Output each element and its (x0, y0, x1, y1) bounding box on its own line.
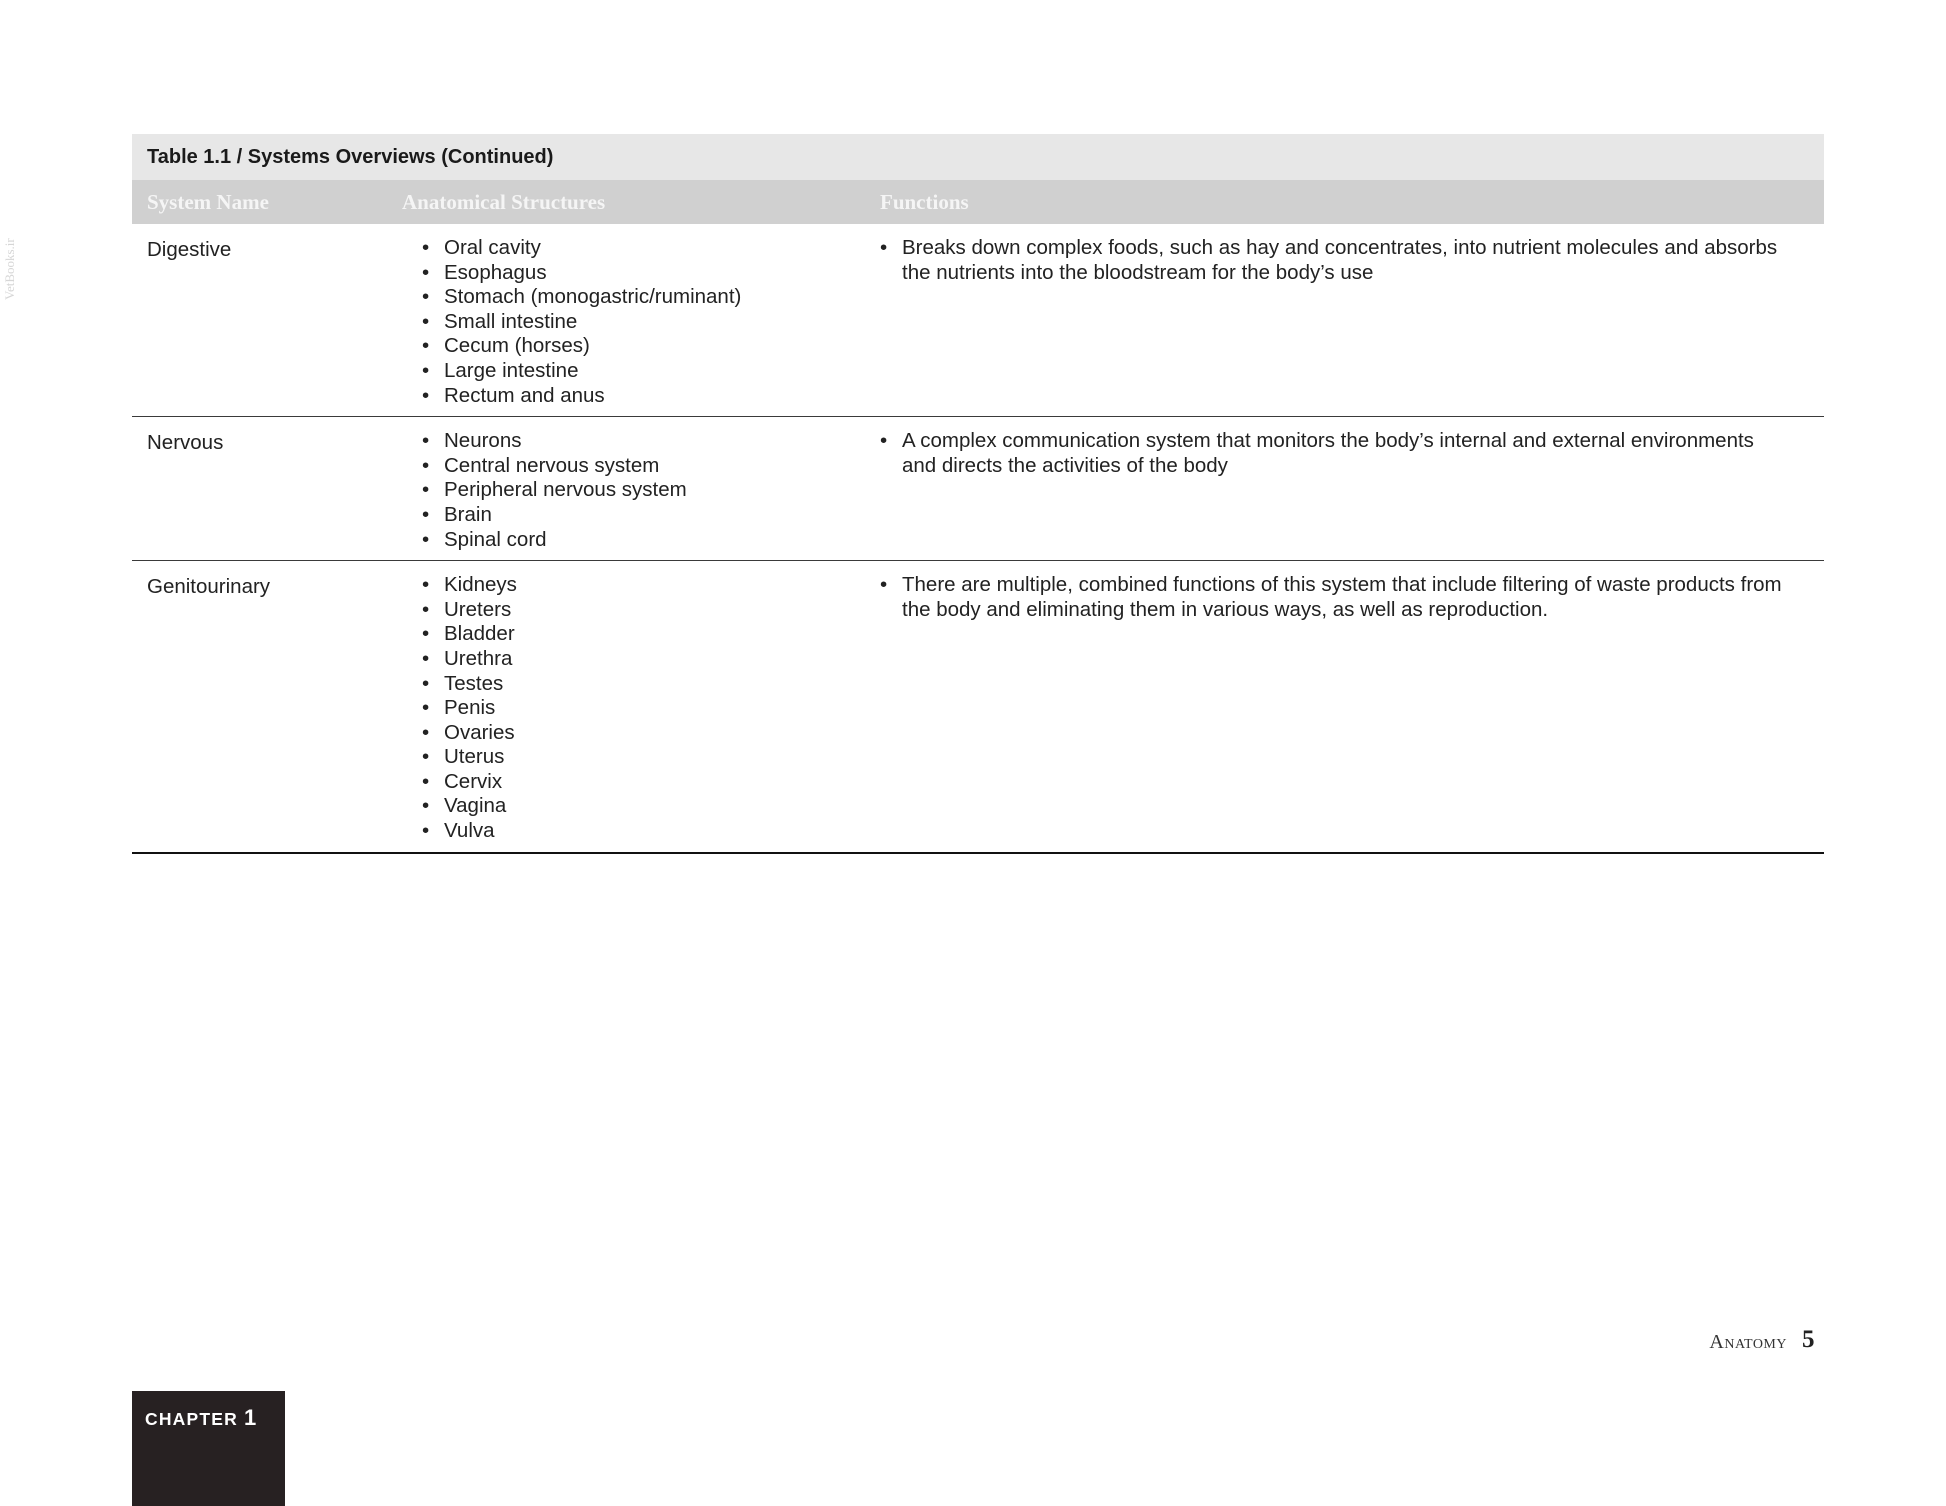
header-functions: Functions (880, 189, 969, 214)
structure-list-item: • Central nervous system (422, 454, 880, 479)
structure-list-item: • Vagina (422, 794, 880, 819)
structure-list-item: • Rectum and anus (422, 384, 880, 409)
structure-list-item: • Ureters (422, 598, 880, 623)
structure-list-item: • Large intestine (422, 359, 880, 384)
structure-list-item: • Peripheral nervous system (422, 478, 880, 503)
table-row (132, 417, 1824, 561)
structure-list-item: • Neurons (422, 429, 880, 454)
structure-list-item: • Penis (422, 696, 880, 721)
anatomical-structures-cell (402, 429, 880, 552)
table-body (132, 224, 1824, 854)
structure-list-item: • Ovaries (422, 721, 880, 746)
structure-list-item: • Brain (422, 503, 880, 528)
system-name-cell: Digestive (147, 238, 232, 261)
structure-list-item: • Esophagus (422, 261, 880, 286)
system-name-cell: Nervous (147, 431, 224, 455)
header-system-name: System Name (147, 189, 269, 214)
structure-list-item: • Urethra (422, 647, 880, 672)
function-list-item: • Breaks down complex foods, such as hay and concentrates, into nutrient molecules and absorbs the nutrients into the bloodstream for the body’s use (880, 236, 1784, 285)
functions-list (880, 429, 1784, 478)
structure-list-item: • Uterus (422, 745, 880, 770)
structure-list-item: • Vulva (422, 819, 880, 844)
header-anatomical-structures: Anatomical Structures (402, 189, 606, 214)
page-number: 5 (1802, 1326, 1815, 1353)
structure-list-item: • Stomach (monogastric/ruminant) (422, 285, 880, 310)
function-list-item: • There are multiple, combined functions of this system that include filtering of waste products from the body and eliminating them in various ways, as well as reproduction. (880, 573, 1784, 622)
functions-cell (880, 429, 1824, 478)
function-list-item: • A complex communication system that monitors the body’s internal and external environments and directs the activities of the body (880, 429, 1784, 478)
functions-list (880, 236, 1784, 285)
table-row (132, 561, 1824, 854)
structures-list (422, 573, 880, 844)
functions-cell (880, 236, 1824, 285)
structure-list-item: • Spinal cord (422, 528, 880, 553)
structures-list (422, 236, 880, 408)
chapter-tab (132, 1391, 285, 1506)
anatomical-structures-cell (402, 573, 880, 844)
table-caption: Table 1.1 / Systems Overviews (Continued) (132, 134, 1824, 180)
chapter-number: 1 (244, 1405, 258, 1430)
structures-list (422, 429, 880, 552)
table-header-row (132, 180, 1824, 224)
system-name-cell: Genitourinary (147, 575, 271, 599)
table-row (132, 224, 1824, 417)
running-footer-section: Anatomy (1709, 1331, 1787, 1353)
watermark-text: VetBooks.ir (2, 238, 17, 300)
structure-list-item: • Bladder (422, 622, 880, 647)
structure-list-item: • Cervix (422, 770, 880, 795)
structure-list-item: • Kidneys (422, 573, 880, 598)
structure-list-item: • Oral cavity (422, 236, 880, 261)
functions-cell (880, 573, 1824, 622)
structure-list-item: • Testes (422, 672, 880, 697)
structure-list-item: • Small intestine (422, 310, 880, 335)
chapter-label: CHAPTER (145, 1409, 238, 1429)
structure-list-item: • Cecum (horses) (422, 334, 880, 359)
functions-list (880, 573, 1784, 622)
systems-table (132, 134, 1824, 854)
anatomical-structures-cell (402, 236, 880, 408)
